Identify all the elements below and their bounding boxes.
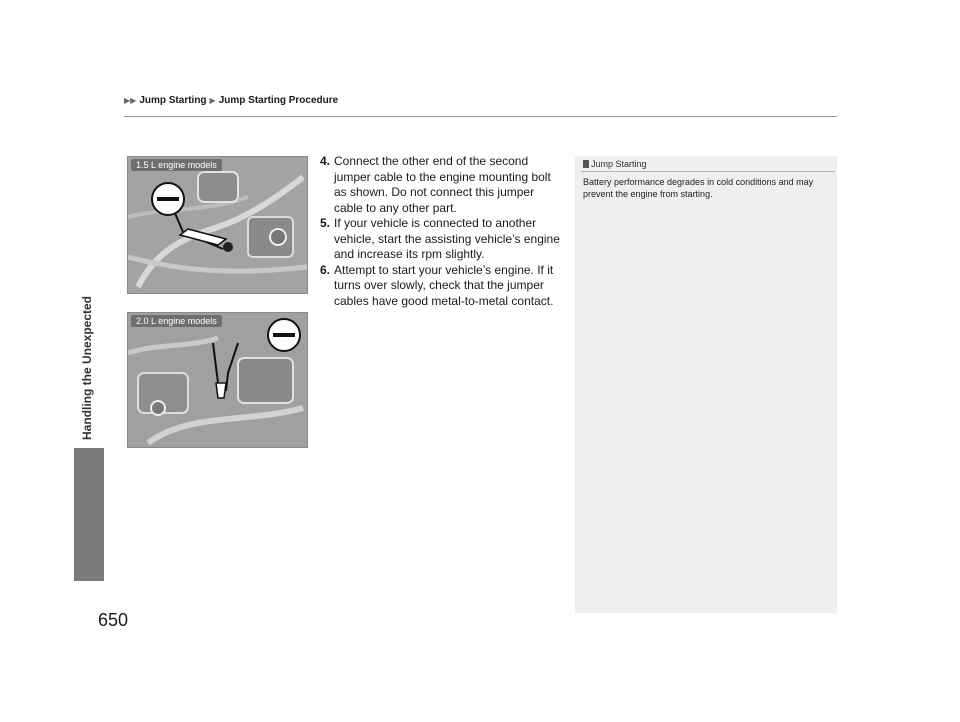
step-item: [320, 154, 560, 216]
step-item: [320, 216, 560, 263]
breadcrumb-item[interactable]: Jump Starting Procedure: [218, 95, 339, 106]
step-text: If your vehicle is connected to another vehicle, start the assisting vehicle’s engine and increase its rpm slightly.: [334, 216, 560, 261]
procedure-steps: [320, 154, 560, 309]
side-note-panel: [575, 156, 837, 613]
step-item: [320, 263, 560, 310]
figure-label: 2.0 L engine models: [131, 315, 222, 327]
note-title-text: Jump Starting: [591, 159, 647, 169]
step-number: 5.: [320, 216, 331, 230]
breadcrumb-arrow-icon: ▶▶: [124, 96, 137, 105]
note-title: [583, 159, 647, 169]
negative-terminal-icon: [150, 181, 186, 217]
note-text: Battery performance degrades in cold conditions and may prevent the engine from starting.: [583, 177, 814, 199]
header-divider: [124, 116, 837, 117]
engine-illustration-2-0l: [127, 312, 308, 448]
breadcrumb-item[interactable]: Jump Starting: [139, 95, 207, 106]
breadcrumb-arrow-icon: ▶: [209, 96, 216, 105]
section-tab-label: Handling the Unexpected: [80, 295, 94, 440]
breadcrumb: [124, 95, 338, 106]
step-text: Attempt to start your vehicle’s engine. If it turns over slowly, check that the jumper cables have good metal-to-metal contact.: [334, 262, 554, 308]
negative-terminal-icon: [266, 317, 302, 353]
step-number: 4.: [320, 154, 331, 168]
note-divider: [581, 171, 835, 172]
page-number: 650: [98, 610, 129, 630]
section-tab[interactable]: [74, 448, 104, 581]
engine-line-drawing: [128, 157, 307, 293]
engine-illustration-1-5l: [127, 156, 308, 294]
step-number: 6.: [320, 262, 331, 277]
step-text: Connect the other end of the second jumper cable to the engine mounting bolt as shown. Do not connect this jumper cable to any other part.: [334, 154, 551, 215]
note-marker-icon: [583, 160, 589, 168]
figure-label: 1.5 L engine models: [131, 159, 222, 171]
